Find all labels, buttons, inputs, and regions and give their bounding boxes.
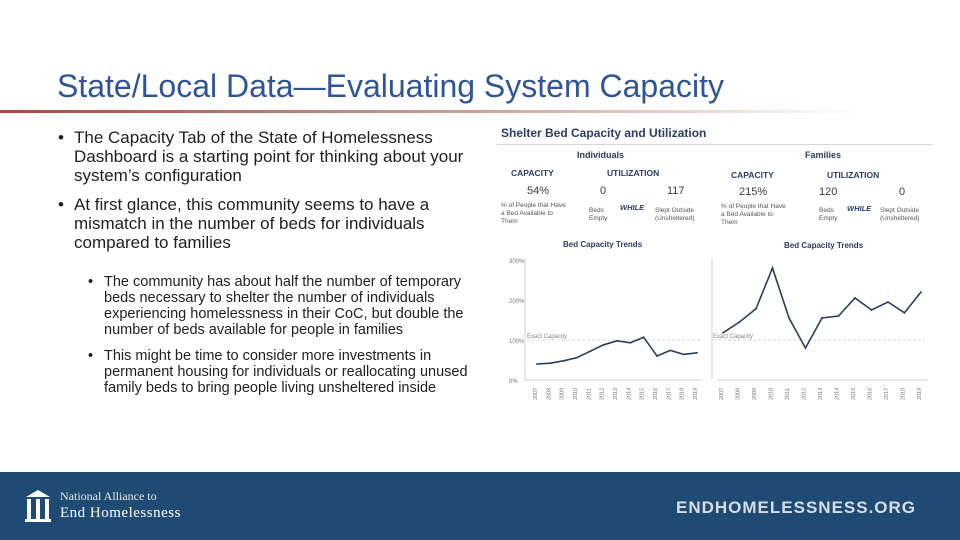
x-tick-label: 2014 — [834, 387, 841, 400]
individuals-trend-title: Bed Capacity Trends — [563, 240, 643, 249]
data-point — [549, 362, 551, 364]
data-point — [739, 321, 741, 323]
bullet-text: The Capacity Tab of the State of Homelessness Dashboard is a starting point for thinking about your system’s configuration — [74, 128, 464, 185]
families-beds-empty-value: 120 — [819, 186, 838, 198]
x-tick-label: 2007 — [719, 387, 725, 400]
families-slept-outside-label: Slept Outside (Unsheltered) — [880, 207, 920, 222]
individuals-label: Individuals — [577, 150, 625, 160]
x-tick-label: 2018 — [900, 387, 907, 400]
sub-bullet-item — [88, 348, 468, 396]
x-tick-label: 2007 — [533, 387, 539, 400]
x-tick-label: 2019 — [917, 387, 923, 400]
data-point — [536, 363, 538, 365]
title-divider — [0, 110, 860, 113]
data-point — [669, 350, 671, 352]
data-point — [656, 355, 658, 357]
exact-capacity-label: Exact Capacity — [713, 334, 754, 340]
x-tick-label: 2015 — [639, 387, 646, 400]
individuals-slept-outside-value: 117 — [667, 185, 685, 197]
individuals-slept-outside-label: Slept Outside (Unsheltered) — [655, 207, 695, 222]
data-point — [920, 291, 922, 293]
sub-bullet-text: This might be time to consider more investments in permanent housing for individuals or reallocating unused family beds to bring people living unsheltered inside — [104, 348, 468, 396]
individuals-beds-empty-value: 0 — [600, 185, 607, 197]
slide-title: State/Local Data—Evaluating System Capacity — [57, 68, 724, 104]
x-tick-label: 2012 — [801, 387, 808, 400]
x-tick-label: 2017 — [666, 387, 673, 400]
data-point — [643, 336, 645, 338]
individuals-utilization-header: UTILIZATION — [607, 168, 660, 178]
x-tick-label: 2015 — [851, 387, 857, 400]
x-tick-label: 2017 — [884, 387, 890, 400]
y-tick-label: 100% — [509, 339, 525, 345]
y-tick-label: 200% — [509, 299, 525, 305]
individuals-beds-empty-label: Beds Empty — [589, 207, 608, 222]
individuals-capacity-value: 54% — [527, 185, 550, 197]
data-point — [821, 317, 823, 319]
data-point — [772, 267, 774, 269]
data-point — [603, 344, 605, 346]
data-point — [722, 332, 724, 334]
y-tick-label: 0% — [509, 379, 518, 385]
org-name-line1: National Alliance to — [60, 489, 157, 503]
data-point — [629, 342, 631, 344]
x-tick-label: 2018 — [679, 387, 686, 400]
building-columns-icon — [24, 489, 52, 523]
dashboard-screenshot — [497, 124, 937, 424]
sub-bullet-marker: • — [88, 348, 94, 364]
families-capacity-header: CAPACITY — [731, 170, 774, 180]
individuals-while-label: WHILE — [620, 203, 645, 212]
data-point — [788, 317, 790, 319]
bed-capacity-trend-charts — [497, 252, 937, 412]
data-point — [755, 308, 757, 310]
families-label: Families — [805, 150, 842, 160]
bullet-marker: • — [58, 195, 64, 214]
x-tick-label: 2010 — [573, 387, 579, 400]
sub-bullet-marker: • — [88, 274, 94, 290]
families-beds-empty-label: Beds Empty — [819, 207, 838, 222]
bullet-item — [58, 195, 468, 252]
data-point — [696, 352, 698, 354]
dashboard-title: Shelter Bed Capacity and Utilization — [501, 126, 707, 140]
data-point — [576, 357, 578, 359]
data-point — [854, 297, 856, 299]
dashboard-divider — [497, 144, 933, 145]
org-name-line2: End Homelessness — [60, 505, 181, 521]
x-tick-label: 2013 — [613, 387, 619, 400]
x-tick-label: 2010 — [768, 387, 775, 400]
individuals-capacity-desc: % of People that Have a Bed Available to Them — [501, 202, 566, 225]
data-point — [904, 312, 906, 314]
families-capacity-desc: % of People that Have a Bed Available to Them — [721, 203, 786, 226]
bullet-marker: • — [58, 128, 64, 147]
x-tick-label: 2009 — [752, 387, 758, 400]
data-point — [563, 360, 565, 362]
families-trend-title: Bed Capacity Trends — [784, 241, 864, 250]
individuals-capacity-header: CAPACITY — [511, 168, 554, 178]
data-point — [838, 315, 840, 317]
x-tick-label: 2019 — [693, 387, 699, 400]
data-point — [805, 347, 807, 349]
x-tick-label: 2008 — [735, 387, 742, 400]
x-tick-label: 2011 — [785, 388, 791, 400]
x-tick-label: 2009 — [559, 387, 566, 400]
families-slept-outside-value: 0 — [899, 186, 906, 198]
data-point — [616, 340, 618, 342]
bullet-list — [58, 128, 468, 406]
x-tick-label: 2013 — [818, 387, 824, 400]
data-point — [589, 350, 591, 352]
footer-bar — [0, 472, 960, 540]
data-point — [683, 354, 685, 356]
families-capacity-value: 215% — [739, 186, 768, 198]
x-tick-label: 2008 — [546, 387, 553, 400]
sub-bullet-text: The community has about half the number of temporary beds necessary to shelter the number of individuals experiencing homelessness in their CoC, but double the number of beds available for people in families — [104, 274, 464, 338]
x-tick-label: 2011 — [586, 388, 593, 400]
x-tick-label: 2014 — [626, 387, 633, 400]
data-point — [871, 309, 873, 311]
x-tick-label: 2016 — [867, 387, 874, 400]
bullet-text: At first glance, this community seems to have a mismatch in the number of beds for individuals compared to families — [74, 195, 430, 252]
sub-bullet-item — [88, 274, 468, 338]
exact-capacity-label: Exact Capacity — [527, 334, 568, 340]
y-tick-label: 300% — [509, 259, 525, 265]
families-utilization-header: UTILIZATION — [827, 170, 880, 180]
bullet-item — [58, 128, 468, 185]
families-while-label: WHILE — [847, 204, 872, 213]
x-tick-label: 2012 — [599, 387, 606, 400]
x-tick-label: 2016 — [653, 387, 659, 400]
website-link[interactable]: ENDHOMELESSNESS.ORG — [676, 498, 917, 517]
data-point — [887, 301, 889, 303]
